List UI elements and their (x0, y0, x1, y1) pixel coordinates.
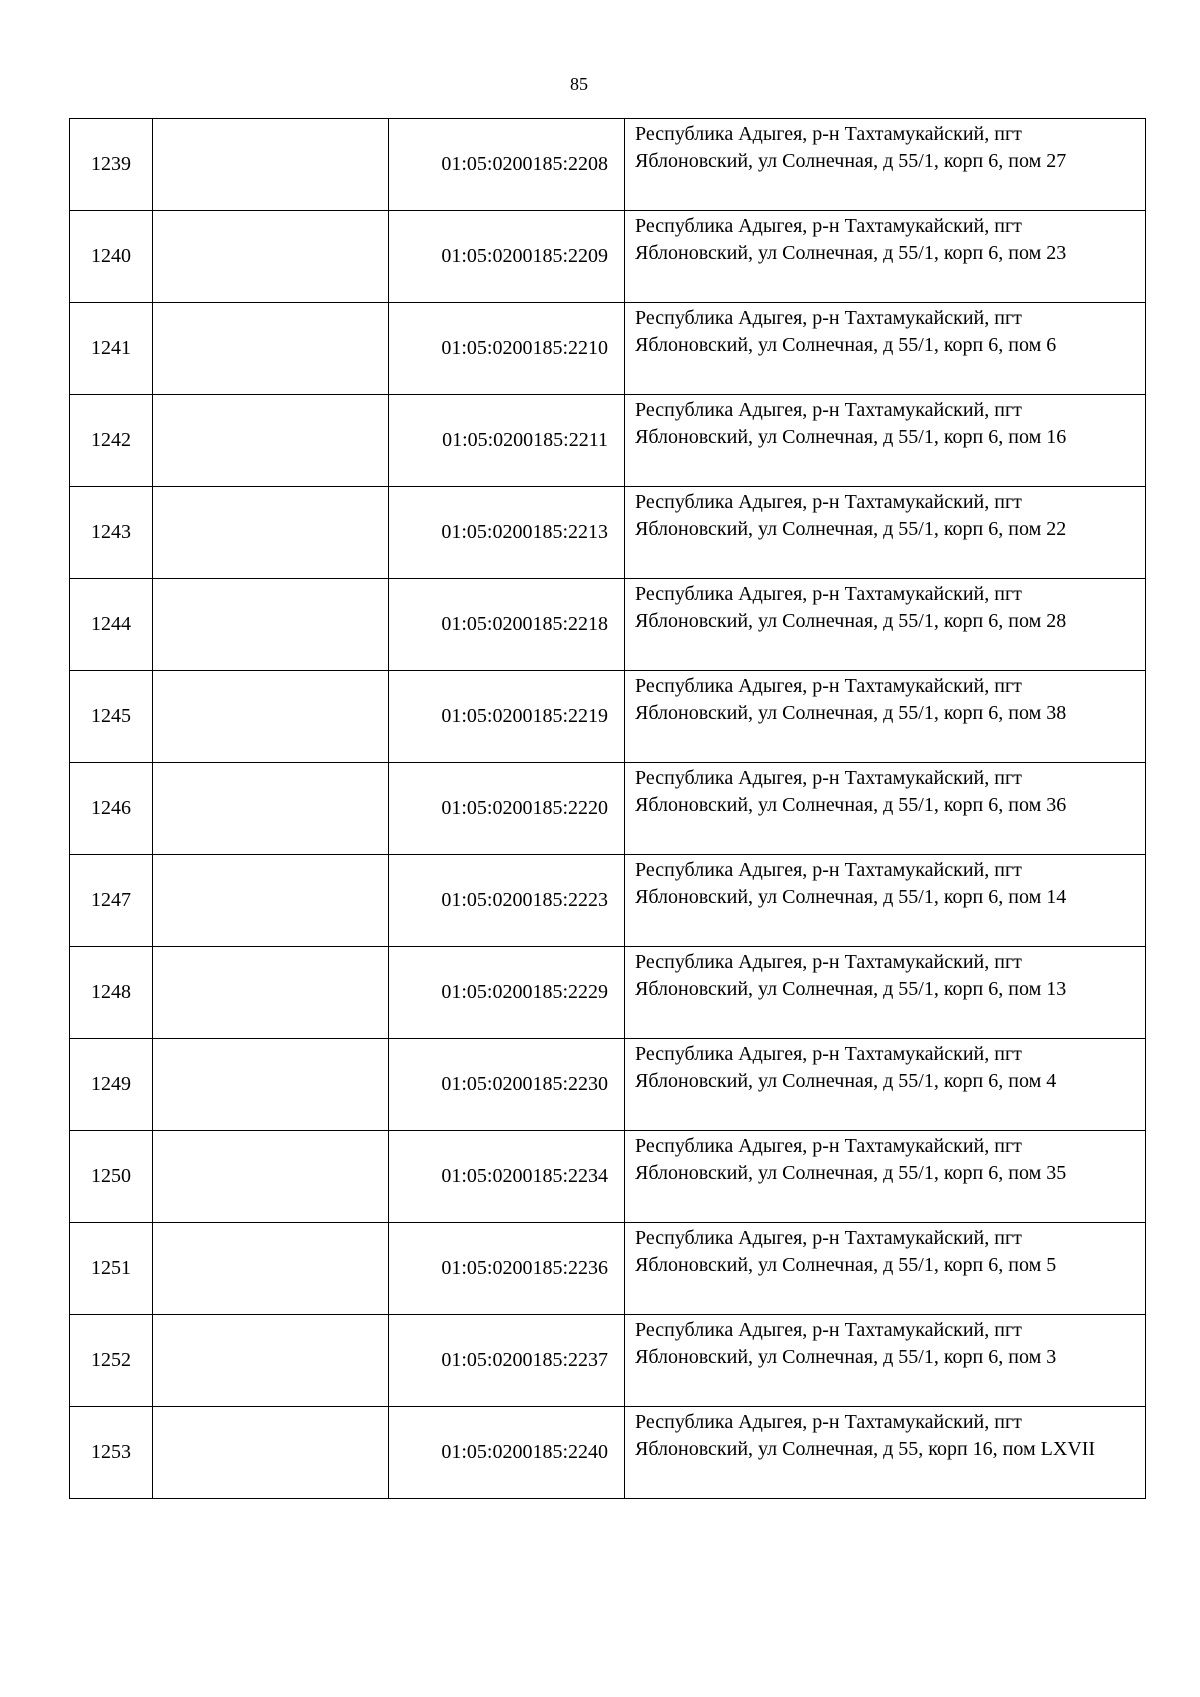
address-cell: Республика Адыгея, р-н Тахтамукайский, пгт Яблоновский, ул Солнечная, д 55, корп 16, пом LXVII (625, 1407, 1146, 1499)
cadastral-number-cell: 01:05:0200185:2218 (389, 579, 625, 671)
row-number-cell: 1246 (70, 763, 153, 855)
table-row (70, 119, 1146, 211)
cadastral-number-cell: 01:05:0200185:2213 (389, 487, 625, 579)
object-name-cell (153, 487, 389, 579)
row-number-cell: 1240 (70, 211, 153, 303)
object-name-cell (153, 303, 389, 395)
table-row (70, 1039, 1146, 1131)
row-number-cell: 1241 (70, 303, 153, 395)
cadastral-number-cell: 01:05:0200185:2229 (389, 947, 625, 1039)
row-number-cell: 1251 (70, 1223, 153, 1315)
cadastral-number-cell: 01:05:0200185:2230 (389, 1039, 625, 1131)
table-row (70, 303, 1146, 395)
table-row (70, 1223, 1146, 1315)
row-number-cell: 1243 (70, 487, 153, 579)
cadastral-number-cell: 01:05:0200185:2211 (389, 395, 625, 487)
cadastral-number-cell: 01:05:0200185:2220 (389, 763, 625, 855)
row-number-cell: 1250 (70, 1131, 153, 1223)
row-number-cell: 1247 (70, 855, 153, 947)
object-name-cell (153, 1315, 389, 1407)
address-cell: Республика Адыгея, р-н Тахтамукайский, пгт Яблоновский, ул Солнечная, д 55/1, корп 6, пом 35 (625, 1131, 1146, 1223)
object-name-cell (153, 1407, 389, 1499)
table-body (70, 119, 1146, 1499)
address-cell: Республика Адыгея, р-н Тахтамукайский, пгт Яблоновский, ул Солнечная, д 55/1, корп 6, пом 16 (625, 395, 1146, 487)
address-cell: Республика Адыгея, р-н Тахтамукайский, пгт Яблоновский, ул Солнечная, д 55/1, корп 6, пом 4 (625, 1039, 1146, 1131)
address-cell: Республика Адыгея, р-н Тахтамукайский, пгт Яблоновский, ул Солнечная, д 55/1, корп 6, пом 38 (625, 671, 1146, 763)
row-number-cell: 1244 (70, 579, 153, 671)
address-cell: Республика Адыгея, р-н Тахтамукайский, пгт Яблоновский, ул Солнечная, д 55/1, корп 6, пом 3 (625, 1315, 1146, 1407)
address-cell: Республика Адыгея, р-н Тахтамукайский, пгт Яблоновский, ул Солнечная, д 55/1, корп 6, пом 22 (625, 487, 1146, 579)
object-name-cell (153, 947, 389, 1039)
property-registry-table (69, 118, 1146, 1499)
table-row (70, 855, 1146, 947)
cadastral-number-cell: 01:05:0200185:2210 (389, 303, 625, 395)
row-number-cell: 1252 (70, 1315, 153, 1407)
row-number-cell: 1242 (70, 395, 153, 487)
table-row (70, 211, 1146, 303)
cadastral-number-cell: 01:05:0200185:2240 (389, 1407, 625, 1499)
table-row (70, 487, 1146, 579)
cadastral-number-cell: 01:05:0200185:2234 (389, 1131, 625, 1223)
cadastral-number-cell: 01:05:0200185:2219 (389, 671, 625, 763)
object-name-cell (153, 855, 389, 947)
object-name-cell (153, 1039, 389, 1131)
object-name-cell (153, 119, 389, 211)
row-number-cell: 1239 (70, 119, 153, 211)
row-number-cell: 1248 (70, 947, 153, 1039)
object-name-cell (153, 579, 389, 671)
address-cell: Республика Адыгея, р-н Тахтамукайский, пгт Яблоновский, ул Солнечная, д 55/1, корп 6, пом 5 (625, 1223, 1146, 1315)
address-cell: Республика Адыгея, р-н Тахтамукайский, пгт Яблоновский, ул Солнечная, д 55/1, корп 6, пом 13 (625, 947, 1146, 1039)
cadastral-number-cell: 01:05:0200185:2208 (389, 119, 625, 211)
table-row (70, 579, 1146, 671)
cadastral-number-cell: 01:05:0200185:2237 (389, 1315, 625, 1407)
table-row (70, 671, 1146, 763)
object-name-cell (153, 211, 389, 303)
object-name-cell (153, 1131, 389, 1223)
table-row (70, 1131, 1146, 1223)
address-cell: Республика Адыгея, р-н Тахтамукайский, пгт Яблоновский, ул Солнечная, д 55/1, корп 6, пом 27 (625, 119, 1146, 211)
address-cell: Республика Адыгея, р-н Тахтамукайский, пгт Яблоновский, ул Солнечная, д 55/1, корп 6, пом 36 (625, 763, 1146, 855)
cadastral-number-cell: 01:05:0200185:2236 (389, 1223, 625, 1315)
object-name-cell (153, 671, 389, 763)
object-name-cell (153, 395, 389, 487)
table-row (70, 1407, 1146, 1499)
object-name-cell (153, 1223, 389, 1315)
table-row (70, 947, 1146, 1039)
address-cell: Республика Адыгея, р-н Тахтамукайский, пгт Яблоновский, ул Солнечная, д 55/1, корп 6, пом 28 (625, 579, 1146, 671)
object-name-cell (153, 763, 389, 855)
row-number-cell: 1253 (70, 1407, 153, 1499)
table-row (70, 763, 1146, 855)
cadastral-number-cell: 01:05:0200185:2209 (389, 211, 625, 303)
row-number-cell: 1249 (70, 1039, 153, 1131)
row-number-cell: 1245 (70, 671, 153, 763)
address-cell: Республика Адыгея, р-н Тахтамукайский, пгт Яблоновский, ул Солнечная, д 55/1, корп 6, пом 23 (625, 211, 1146, 303)
address-cell: Республика Адыгея, р-н Тахтамукайский, пгт Яблоновский, ул Солнечная, д 55/1, корп 6, пом 14 (625, 855, 1146, 947)
address-cell: Республика Адыгея, р-н Тахтамукайский, пгт Яблоновский, ул Солнечная, д 55/1, корп 6, пом 6 (625, 303, 1146, 395)
page-number: 85 (570, 74, 588, 94)
table-row (70, 1315, 1146, 1407)
table-row (70, 395, 1146, 487)
cadastral-number-cell: 01:05:0200185:2223 (389, 855, 625, 947)
